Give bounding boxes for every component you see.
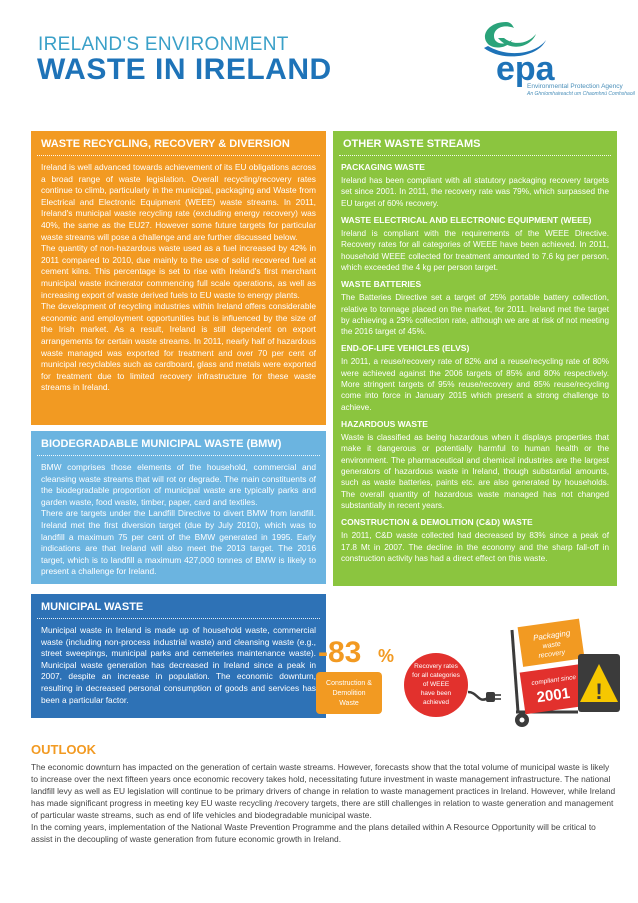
section-heading: WASTE BATTERIES [341, 279, 422, 290]
packaging-label: waste [542, 640, 562, 651]
section-text: Ireland is compliant with the requirements of the WEEE Directive. Recovery rates for all categories of WEEE have been achieved. In 2011, household WEEE collected for treatment amounted to 7.6 kg per person, which exceeded the 4 kg per person target. [341, 228, 609, 272]
cd-decrease-unit: % [378, 646, 395, 666]
bmw-panel [31, 431, 326, 584]
warning-symbol: ! [595, 679, 603, 704]
packaging-label: Packaging [532, 628, 571, 643]
bmw-title: BIODEGRADABLE MUNICIPAL WASTE (BMW) [41, 438, 282, 450]
municipal-paragraph: Municipal waste in Ireland is made up of household waste, commercial waste (including non-process industrial waste) and cleansing waste (e.g., street sweepings, municipal parks and cemeteries maintenance waste). Municipal waste generation has decreased in Ireland since a peak in 2007, despite an increase in population. The economic downturn, resulting in decreased personal consumption of goods and services has been a particular factor. [41, 625, 316, 705]
other-streams-panel [333, 131, 617, 586]
warning-icon [578, 654, 620, 712]
recycling-paragraph: The development of recycling industries within Ireland offers considerable economic and employment opportunities but is influenced by the size of the Irish market. As a result, Ireland is still dependent on export arrangements for certain waste streams. In 2011, nearly half of hazardous waste managed was exported for treatment and over 70 per cent of municipal recyclables such as cardboard, glass and metals were exported for treatment due to limited recovery infrastructure for these waste streams in Ireland. [41, 301, 316, 393]
municipal-panel [31, 594, 326, 718]
outlook-body [31, 762, 616, 845]
section-text: In 2011, C&D waste collected had decreased by 83% since a peak of 17.8 Mt in 2007. The decline in the economy and the sharp fall-off in construction activity has had a direct effect on this waste. [341, 531, 609, 563]
bmw-paragraph: BMW comprises those elements of the household, commercial and cleansing waste streams that will rot or degrade. The main constituents of the biodegradable proportion of municipal waste are typically parks and garden waste, food waste, timber, paper, card and textiles. [41, 462, 316, 507]
infographic [316, 612, 626, 732]
bmw-paragraph: There are targets under the Landfill Directive to divert BMW from landfill. Ireland met the first diversion target (due by July 2010), which was to landfill a maximum 75 per cent of the BMW generated in 1995. Early indications are that Ireland will also meet the 2013 target. The 2016 target, which is to landfill a maximum 427,000 tonnes of BMW is likely to present a challenge for Ireland. [41, 508, 316, 577]
section-text: The Batteries Directive set a target of 25% portable battery collection, relative to tonnage placed on the market, for 2011. Ireland met the target by achieving a 29% collection rate, although we are at risk of not meeting the 2016 target of 45%. [341, 293, 609, 337]
compliant-label: compliant since [531, 673, 577, 688]
recycling-paragraph: Ireland is well advanced towards achievement of its EU obligations across a broad range of waste legislation. Overall recycling/recovery rates continue to climb, particularly in the municipal, packaging and Waste from Electrical and Electronic Equipment (WEEE) waste streams. In 2011, Ireland's municipal waste recycling rate (excluding energy recovery) was 40%, the same as the EU27. However some future targets for particular waste streams will pose a challenge and are further discussed below. [41, 162, 316, 242]
recycling-title: WASTE RECYCLING, RECOVERY & DIVERSION [41, 138, 290, 150]
section-text: Ireland has been compliant with all statutory packaging recovery targets set since 2001. In 2011, the recovery rate was 79%, which surpassed the EU target of 60% recovery. [341, 176, 609, 208]
recycling-body [31, 156, 326, 394]
epa-name: Environmental Protection Agency [527, 83, 623, 90]
weee-label-line: Recovery rates [414, 663, 458, 670]
compliant-year: 2001 [535, 684, 572, 707]
cd-decrease-number: -83 [318, 636, 362, 669]
municipal-title: MUNICIPAL WASTE [41, 601, 144, 613]
cd-label-line: Demolition [332, 690, 366, 697]
outlook-title: OUTLOOK [31, 742, 96, 757]
bmw-body [31, 456, 326, 578]
outlook-paragraph: In the coming years, implementation of the National Waste Prevention Programme and the plans detailed within A Resource Opportunity will be critical to assist in the decoupling of waste generation from future economic growth in Ireland. [31, 821, 596, 844]
section-heading: END-OF-LIFE VEHICLES (ELVS) [341, 343, 470, 354]
weee-label-line: achieved [422, 699, 450, 706]
weee-label-line: of WEEE [422, 681, 450, 688]
cd-label-line: Waste [339, 700, 359, 707]
section-heading: CONSTRUCTION & DEMOLITION (C&D) WASTE [341, 517, 533, 528]
page-title: WASTE IN IRELAND [37, 53, 332, 86]
section-text: Waste is classified as being hazardous when it displays properties that make it dangerous or potentially harmful to human health or the environment. The pharmaceutical and chemical industries are the largest generators of hazardous waste in Ireland, though substantial amounts, such as waste batteries, paints etc. are also generated by households. The overall quantity of hazardous waste managed has not changed substantially in recent years. [341, 433, 609, 510]
plug-icon [468, 692, 501, 702]
packaging-label: recovery [538, 649, 566, 660]
municipal-body [31, 619, 326, 706]
recycling-panel [31, 131, 326, 425]
outlook-paragraph: The economic downturn has impacted on the generation of certain waste streams. However, forecasts show that the total volume of municipal waste is likely to increase over the next fifteen years once economic recovery takes hold, necessitating future investment in waste management infrastructure. The national landfill levy as well as EU legislation will continue to be primary drivers of change in relation to waste management practices in Ireland. However, while Ireland has made significant progress in meeting key EU waste recycling /recovery targets, there are still challenges in relation to waste generation and management of particular waste streams, such as end of life vehicles and biodegradable municipal waste. [31, 762, 616, 820]
weee-label-line: for all categories [412, 672, 460, 679]
epa-irish-name: An Ghníomhaireacht um Chaomhnú Comhshaoil [527, 91, 635, 97]
other-streams-title: OTHER WASTE STREAMS [343, 138, 481, 150]
cd-label-line: Construction & [326, 680, 372, 687]
weee-label-line: have been [420, 690, 452, 697]
epa-wordmark: epa [496, 50, 555, 88]
section-heading: WASTE ELECTRICAL AND ELECTRONIC EQUIPMENT (WEEE) [341, 214, 592, 225]
section-heading: HAZARDOUS WASTE [341, 419, 428, 429]
section-heading: PACKAGING WASTE [341, 162, 425, 172]
recycling-paragraph: The quantity of non-hazardous waste used as a fuel increased by 42% in 2011 compared to 2010, due mainly to the use of solid recovered fuel at cement kilns. This percentage is set to rise with Ireland's first merchant municipal waste incinerator commencing full scale operations, as well as increasing export of waste derived fuels to EU waste to energy plants. [41, 243, 316, 300]
section-text: In 2011, a reuse/recovery rate of 82% and a reuse/recycling rate of 80% were achieved against the 2006 targets of 85% and 80% respectively. More stringent targets of 95% reuse/recovery and 85% reuse/recycling come into force in January 2015 which present a strong challenge to achieve. [341, 357, 609, 412]
header-supertitle: IRELAND'S ENVIRONMENT [38, 34, 289, 55]
